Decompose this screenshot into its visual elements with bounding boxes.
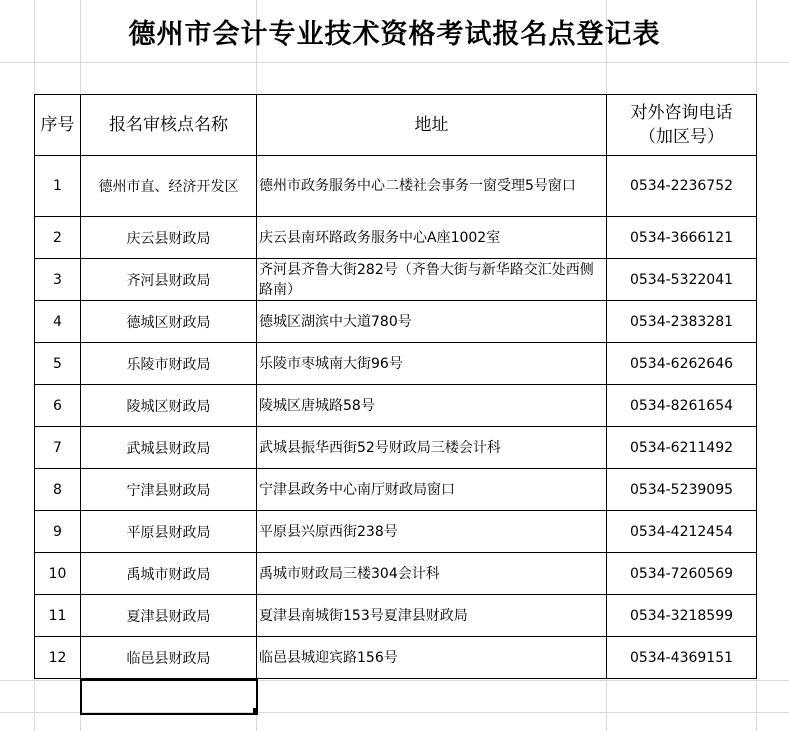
cell-address[interactable]: 陵城区唐城路58号	[257, 385, 607, 427]
cell-address[interactable]: 夏津县南城街153号夏津县财政局	[257, 595, 607, 637]
cell-no[interactable]: 5	[35, 343, 81, 385]
cell-name[interactable]: 德城区财政局	[81, 301, 257, 343]
cell-address[interactable]: 宁津县政务中心南厅财政局窗口	[257, 469, 607, 511]
cell-name[interactable]: 齐河县财政局	[81, 259, 257, 301]
table-row	[35, 637, 757, 679]
cell-phone[interactable]: 0534-6262646	[607, 343, 757, 385]
cell-name[interactable]: 宁津县财政局	[81, 469, 257, 511]
table-row	[35, 343, 757, 385]
cell-name[interactable]: 夏津县财政局	[81, 595, 257, 637]
table-row	[35, 385, 757, 427]
cell-phone[interactable]: 0534-8261654	[607, 385, 757, 427]
cell-name[interactable]: 乐陵市财政局	[81, 343, 257, 385]
cell-phone[interactable]: 0534-7260569	[607, 553, 757, 595]
cell-name[interactable]: 武城县财政局	[81, 427, 257, 469]
header-row	[35, 95, 757, 156]
cell-phone[interactable]: 0534-2383281	[607, 301, 757, 343]
table-row	[35, 469, 757, 511]
table-row	[35, 511, 757, 553]
cell-address[interactable]: 德城区湖滨中大道780号	[257, 301, 607, 343]
cell-name[interactable]: 德州市直、经济开发区	[81, 156, 257, 217]
cell-phone[interactable]: 0534-3666121	[607, 217, 757, 259]
cell-name[interactable]: 临邑县财政局	[81, 637, 257, 679]
cell-address[interactable]: 乐陵市枣城南大街96号	[257, 343, 607, 385]
cell-no[interactable]: 1	[35, 156, 81, 217]
cell-no[interactable]: 6	[35, 385, 81, 427]
cell-phone[interactable]: 0534-5239095	[607, 469, 757, 511]
header-phone-line2: （加区号）	[639, 127, 724, 147]
table-row	[35, 427, 757, 469]
cell-phone[interactable]: 0534-3218599	[607, 595, 757, 637]
header-phone[interactable]	[607, 95, 757, 156]
cell-address[interactable]: 德州市政务服务中心二楼社会事务一窗受理5号窗口	[257, 156, 607, 217]
cell-address[interactable]: 庆云县南环路政务服务中心A座1002室	[257, 217, 607, 259]
sheet-title[interactable]: 德州市会计专业技术资格考试报名点登记表	[128, 19, 661, 50]
cell-phone[interactable]: 0534-2236752	[607, 156, 757, 217]
cell-phone[interactable]: 0534-4369151	[607, 637, 757, 679]
table-row	[35, 156, 757, 217]
table-row	[35, 217, 757, 259]
cell-no[interactable]: 11	[35, 595, 81, 637]
table-row	[35, 553, 757, 595]
cell-no[interactable]: 3	[35, 259, 81, 301]
cell-no[interactable]: 10	[35, 553, 81, 595]
cell-address[interactable]: 临邑县城迎宾路156号	[257, 637, 607, 679]
cell-name[interactable]: 庆云县财政局	[81, 217, 257, 259]
fill-handle[interactable]	[253, 708, 258, 713]
cell-name[interactable]: 禹城市财政局	[81, 553, 257, 595]
header-phone-line1: 对外咨询电话	[630, 103, 733, 123]
selected-cell[interactable]	[80, 679, 258, 715]
cell-phone[interactable]: 0534-6211492	[607, 427, 757, 469]
cell-address[interactable]: 齐河县齐鲁大街282号（齐鲁大街与新华路交汇处西侧路南）	[257, 259, 607, 301]
table-row	[35, 595, 757, 637]
registration-table	[34, 94, 757, 679]
cell-no[interactable]: 4	[35, 301, 81, 343]
header-name[interactable]: 报名审核点名称	[81, 95, 257, 156]
cell-no[interactable]: 8	[35, 469, 81, 511]
cell-no[interactable]: 12	[35, 637, 81, 679]
cell-name[interactable]: 陵城区财政局	[81, 385, 257, 427]
cell-address[interactable]: 禹城市财政局三楼304会计科	[257, 553, 607, 595]
cell-phone[interactable]: 0534-5322041	[607, 259, 757, 301]
cell-address[interactable]: 武城县振华西街52号财政局三楼会计科	[257, 427, 607, 469]
gridline	[0, 62, 789, 63]
header-no[interactable]: 序号	[35, 95, 81, 156]
cell-no[interactable]: 7	[35, 427, 81, 469]
cell-name[interactable]: 平原县财政局	[81, 511, 257, 553]
cell-phone[interactable]: 0534-4212454	[607, 511, 757, 553]
cell-no[interactable]: 2	[35, 217, 81, 259]
table-row	[35, 259, 757, 301]
table-row	[35, 301, 757, 343]
cell-address[interactable]: 平原县兴原西街238号	[257, 511, 607, 553]
cell-no[interactable]: 9	[35, 511, 81, 553]
header-address[interactable]: 地址	[257, 95, 607, 156]
